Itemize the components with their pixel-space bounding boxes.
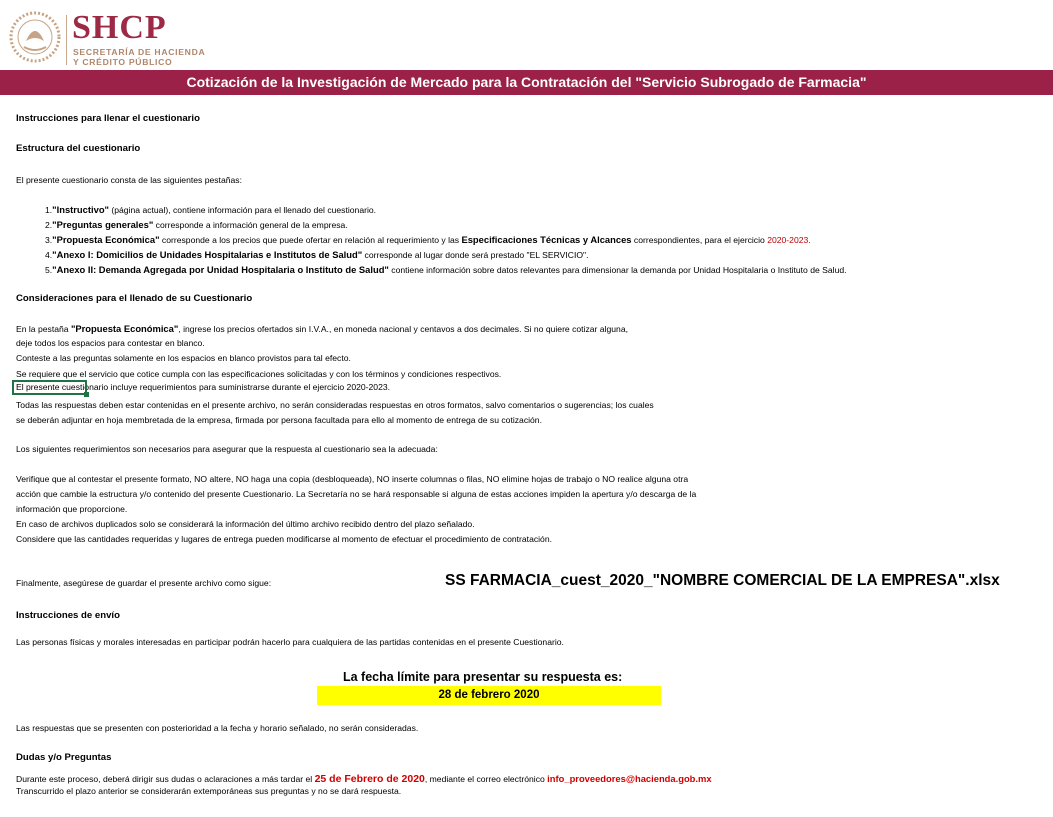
consideration-line: Se requiere que el servicio que cotice cumpla con las especificaciones solicitadas y con los términos y condiciones respectivos. (16, 369, 502, 379)
brand-subtitle-line1: SECRETARÍA DE HACIENDA (73, 47, 206, 57)
consideration-line: Todas las respuestas deben estar contenidas en el presente archivo, no serán consideradas respuestas en otros formatos, salvo comentarios o sugerencias; los cuales (16, 400, 654, 410)
list-item: 3."Propuesta Económica" corresponde a los precios que puede ofertar en relación al requerimiento y las Especificaciones Técnicas y Alcances correspondientes, para el ejercicio 2020-2023. (45, 234, 811, 245)
list-item: 4."Anexo I: Domicilios de Unidades Hospitalarias e Institutos de Salud" corresponde al lugar donde será prestado "EL SERVICIO". (45, 249, 589, 260)
late-note: Las respuestas que se presenten con posterioridad a la fecha y horario señalado, no serán consideradas. (16, 723, 419, 733)
shipping-heading: Instrucciones de envío (16, 610, 120, 621)
questions-line: Durante este proceso, deberá dirigir sus dudas o aclaraciones a más tardar el 25 de Febrero de 2020, mediante el correo electrónico info_proveedores@hacienda.gob.mx (16, 773, 712, 785)
questions-line: Transcurrido el plazo anterior se considerarán extemporáneas sus preguntas y no se dará respuesta. (16, 786, 402, 796)
list-item: 2."Preguntas generales" corresponde a información general de la empresa. (45, 219, 348, 230)
considerations-heading: Consideraciones para el llenado de su Cuestionario (16, 293, 253, 304)
requirements-intro: Los siguientes requerimientos son necesarios para asegurar que la respuesta al cuestionario sea la adecuada: (16, 444, 438, 454)
deadline-heading: La fecha límite para presentar su respuesta es: (343, 670, 623, 684)
requirement-line: Verifique que al contestar el presente formato, NO altere, NO haga una copia (desbloqueada), NO inserte columnas o filas, NO elimine hojas de trabajo o NO realice alguna otra (16, 474, 689, 484)
consideration-line: El presente cuestionario incluye requerimientos para suministrarse durante el ejercicio 2020-2023. (16, 382, 391, 392)
consideration-line: En la pestaña "Propuesta Económica", ingrese los precios ofertados sin I.V.A., en moneda nacional y centavos a dos decimales. Si no quiere cotizar alguna, (16, 323, 628, 334)
brand-divider (66, 15, 67, 65)
brand-subtitle-line2: Y CRÉDITO PÚBLICO (73, 57, 173, 67)
deadline-date: 28 de febrero 2020 (317, 686, 661, 705)
instructions-heading: Instrucciones para llenar el cuestionario (16, 113, 200, 124)
requirement-line: información que proporcione. (16, 504, 128, 514)
requirement-line: En caso de archivos duplicados solo se considerará la información del último archivo recibido dentro del plazo señalado. (16, 519, 475, 529)
list-item: 5."Anexo II: Demanda Agregada por Unidad Hospitalaria o Instituto de Salud" contiene información sobre datos relevantes para dimensionar la demanda por Unidad Hospitalaria o Instituto de Salud. (45, 264, 847, 275)
structure-heading: Estructura del cuestionario (16, 143, 141, 154)
coat-of-arms-logo (8, 11, 62, 63)
consideration-line: deje todos los espacios para contestar en blanco. (16, 338, 205, 348)
consideration-line: Conteste a las preguntas solamente en los espacios en blanco provistos para tal efecto. (16, 353, 351, 363)
save-instruction: Finalmente, asegúrese de guardar el presente archivo como sigue: (16, 578, 272, 588)
contact-email: info_proveedores@hacienda.gob.mx (547, 773, 712, 784)
list-item: 1."Instructivo" (página actual), contiene información para el llenado del cuestionario. (45, 204, 377, 215)
structure-intro: El presente cuestionario consta de las siguientes pestañas: (16, 175, 242, 185)
fill-handle[interactable] (84, 392, 89, 397)
requirement-line: acción que cambie la estructura y/o contenido del presente Cuestionario. La Secretaría no se hará responsable si alguna de estas acciones impiden la apertura y/o descarga de la (16, 489, 697, 499)
brand-name: SHCP (72, 9, 167, 46)
required-filename: SS FARMACIA_cuest_2020_"NOMBRE COMERCIAL DE LA EMPRESA".xlsx (445, 572, 1000, 589)
page-title: Cotización de la Investigación de Mercado para la Contratación del "Servicio Subrogado de Farmacia" (0, 70, 1053, 95)
shipping-text: Las personas físicas y morales interesadas en participar podrán hacerlo para cualquiera de las partidas contenidas en el presente Cuestionario. (16, 637, 564, 647)
questions-heading: Dudas y/o Preguntas (16, 752, 112, 763)
requirement-line: Considere que las cantidades requeridas y lugares de entrega pueden modificarse al momento de efectuar el procedimiento de contratación. (16, 534, 553, 544)
consideration-line: se deberán adjuntar en hoja membretada de la empresa, firmada por persona facultada para ello al momento de entrega de su cotización. (16, 415, 542, 425)
active-cell-selector[interactable] (12, 380, 87, 395)
